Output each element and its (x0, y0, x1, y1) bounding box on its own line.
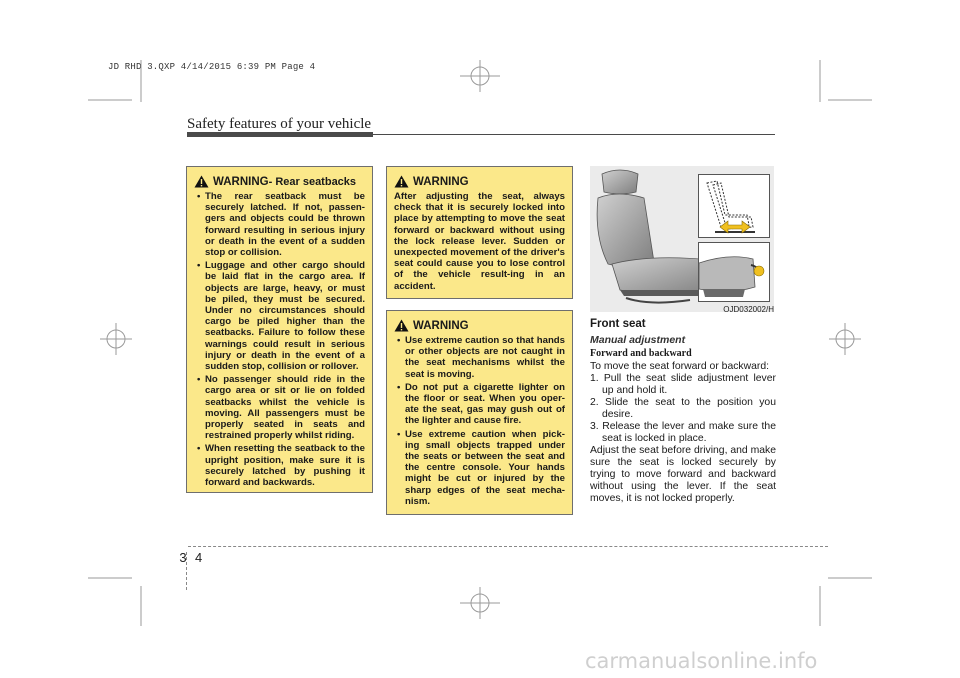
warning-subtitle: - Rear seatbacks (268, 175, 357, 188)
warning-title: WARNING (413, 319, 469, 332)
list-item: 1. Pull the seat slide adjustment lever up and hold it. (590, 373, 776, 396)
warning-title: WARNING (213, 175, 269, 188)
warning-caution-list (394, 335, 565, 507)
inset-lever-detail (698, 242, 770, 302)
heading-front-seat: Front seat (590, 318, 646, 330)
warning-seat-mechanism (386, 310, 573, 515)
watermark: carmanualsonline.info (585, 649, 818, 673)
figure-code: OJD032002/H (723, 305, 774, 314)
warning-header (394, 319, 565, 332)
list-item: • Use extreme caution when pick-ing small objects trapped under the seats or between the seat and the centre console. Your hands might be cut or injured by the sharp edges of the seat mecha-nism. (394, 429, 565, 507)
page-index: 4 (195, 550, 203, 565)
list-item: 2. Slide the seat to the position you desire. (590, 397, 776, 420)
page-number (177, 550, 205, 565)
list-item: • No passenger should ride in the cargo area or sit or lie on folded seatbacks whilst the vehicle is moving. All passengers must be properly seated in seats and restrained properly whilst riding. (194, 374, 365, 441)
warning-rear-list (194, 191, 365, 488)
heading-forward-backward: Forward and backward (590, 348, 692, 359)
list-item: • Use extreme caution so that hands or other objects are not caught in the seat mechanisms whilst the seat is moving. (394, 335, 565, 380)
warning-triangle-icon (394, 175, 409, 188)
warning-header (394, 175, 565, 188)
heading-manual-adjustment: Manual adjustment (590, 334, 686, 346)
list-item: • Do not put a cigarette lighter on the floor or seat. When you oper-ate the seat, gas may gush out of the lighter and cause fire. (394, 382, 565, 427)
footer-rule (188, 546, 828, 547)
intro-text: To move the seat forward or backward: (590, 361, 770, 372)
seat-figure (590, 166, 774, 312)
warning-rear-seatbacks (186, 166, 373, 493)
section-title-bar (187, 132, 373, 137)
chapter-number: 3 (179, 550, 187, 565)
adjust-paragraph: Adjust the seat before driving, and make sure the seat is locked securely by trying to move forward and backward without using the lever. If the seat moves, it is not locked properly. (590, 445, 776, 504)
warning-triangle-icon (394, 319, 409, 332)
arrow-icon (718, 220, 752, 234)
section-title: Safety features of your vehicle (187, 116, 372, 132)
list-item: 3. Release the lever and make sure the seat is locked in place. (590, 421, 776, 444)
warning-header (194, 175, 365, 188)
warning-title: WARNING (413, 175, 469, 188)
print-slug: JD RHD 3.QXP 4/14/2015 6:39 PM Page 4 (108, 62, 316, 72)
section-rule (373, 134, 775, 135)
steps-list (590, 373, 776, 445)
list-item: • When resetting the seatback to the upright position, make sure it is securely latched by pushing it forward and backwards. (194, 443, 365, 488)
list-item: • Luggage and other cargo should be laid flat in the cargo area. If objects are large, heavy, or must be piled, they must be secured. Under no circumstances should cargo be piled higher than the seatbacks. Failure to follow these warnings could result in serious injury or death in the event of a sudden stop, collision or rollover. (194, 260, 365, 372)
warning-seat-lock (386, 166, 573, 299)
list-item: • The rear seatback must be securely latched. If not, passen-gers and objects could be thrown forward resulting in serious injury or death in the event of a sudden stop or collision. (194, 191, 365, 258)
warning-triangle-icon (194, 175, 209, 188)
warning-text: After adjusting the seat, always check that it is securely locked into place by attempting to move the seat forward or backward without using the lock release lever. Sudden or unexpected movement of the driver's seat could cause you to lose control of the vehicle result-ing in an accident. (394, 191, 565, 292)
lever-icon (699, 243, 769, 301)
